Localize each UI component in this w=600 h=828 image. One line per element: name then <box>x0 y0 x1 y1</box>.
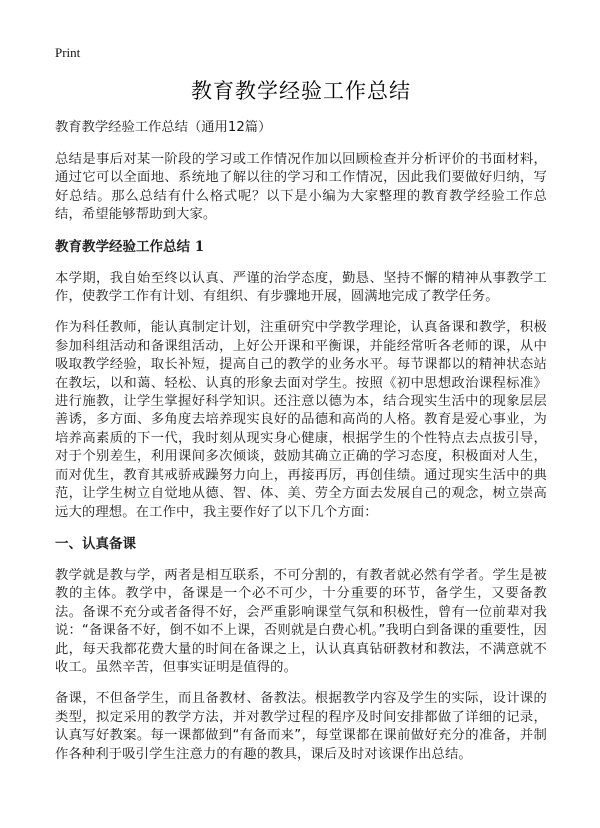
body-paragraph: 作为科任教师，能认真制定计划，注重研究中学教学理论，认真备课和教学，积极参加科组活动和备课组活动，上好公开课和平衡课，并能经常听各老师的课，从中吸取教学经验，取长补短，提高自己的教学的业务水平。每节课都以的精神状态站在教坛，以和蔼、轻松、认真的形象去面对学生。按照《初中思想政治课程标准》进行施教，让学生掌握好科学知识。还注意以德为本，结合现实生活中的现象层层善诱，多方面、多角度去培养现实良好的品德和高尚的人格。教育是爱心事业，为培养高素质的下一代，我时刻从现实身心健康，根据学生的个性特点去点拔引导，对于个别差生，利用课间多次倾谈，鼓励其确立正确的学习态度，积极面对人生，而对优生，教育其戒骄戒躁努力向上，再接再厉，再创佳绩。通过现实生活中的典范，让学生树立自觉地从德、智、体、美、劳全方面去发展自己的观念，树立崇高远大的理想。在工作中，我主要作好了以下几个方面： <box>55 320 547 520</box>
document-title: 教育教学经验工作总结 <box>191 79 411 103</box>
body-paragraph: 备课，不但备学生，而且备教材、备教法。根据教学内容及学生的实际，设计课的类型，拟定采用的教学方法，并对教学过程的程序及时间安排都做了详细的记录，认真写好教案。每一课都做到“有备而来”，每堂课都在课前做好充分的准备，并制作各种利于吸引学生注意力的有趣的教具，课后及时对该课作出总结。 <box>55 691 547 762</box>
section-heading: 一、认真备课 <box>55 535 136 552</box>
body-paragraph: 教学就是教与学，两者是相互联系，不可分割的，有教者就必然有学者。学生是被教的主体。教学中，备课是一个必不可少，十分重要的环节，备学生，又要备教法。备课不充分或者备得不好，会严重影响课堂气氛和积极性，曾有一位前辈对我说：“备课备不好，倒不如不上课，否则就是白费心机。”我明白到备课的重要性，因此，每天我都花费大量的时间在备课之上，认认真真钻研教材和教法，不满意就不收工。虽然辛苦，但事实证明是值得的。 <box>55 567 547 675</box>
intro-paragraph: 总结是事后对某一阶段的学习或工作情况作加以回顾检查并分析评价的书面材料，通过它可以全面地、系统地了解以往的学习和工作情况，因此我们要做好归纳，写好总结。那么总结有什么格式呢？以下是小编为大家整理的教育教学经验工作总结，希望能够帮助到大家。 <box>55 152 547 223</box>
document-subtitle: 教育教学经验工作总结（通用12篇） <box>55 120 272 135</box>
body-paragraph: 本学期，我自始至终以认真、严谨的治学态度，勤恳、坚持不懈的精神从事教学工作，使教学工作有计划、有组织、有步骤地开展，圆满地完成了教学任务。 <box>55 270 547 305</box>
section-heading: 教育教学经验工作总结 1 <box>55 238 205 255</box>
print-label: Print <box>55 45 81 60</box>
document-page <box>55 44 547 777</box>
